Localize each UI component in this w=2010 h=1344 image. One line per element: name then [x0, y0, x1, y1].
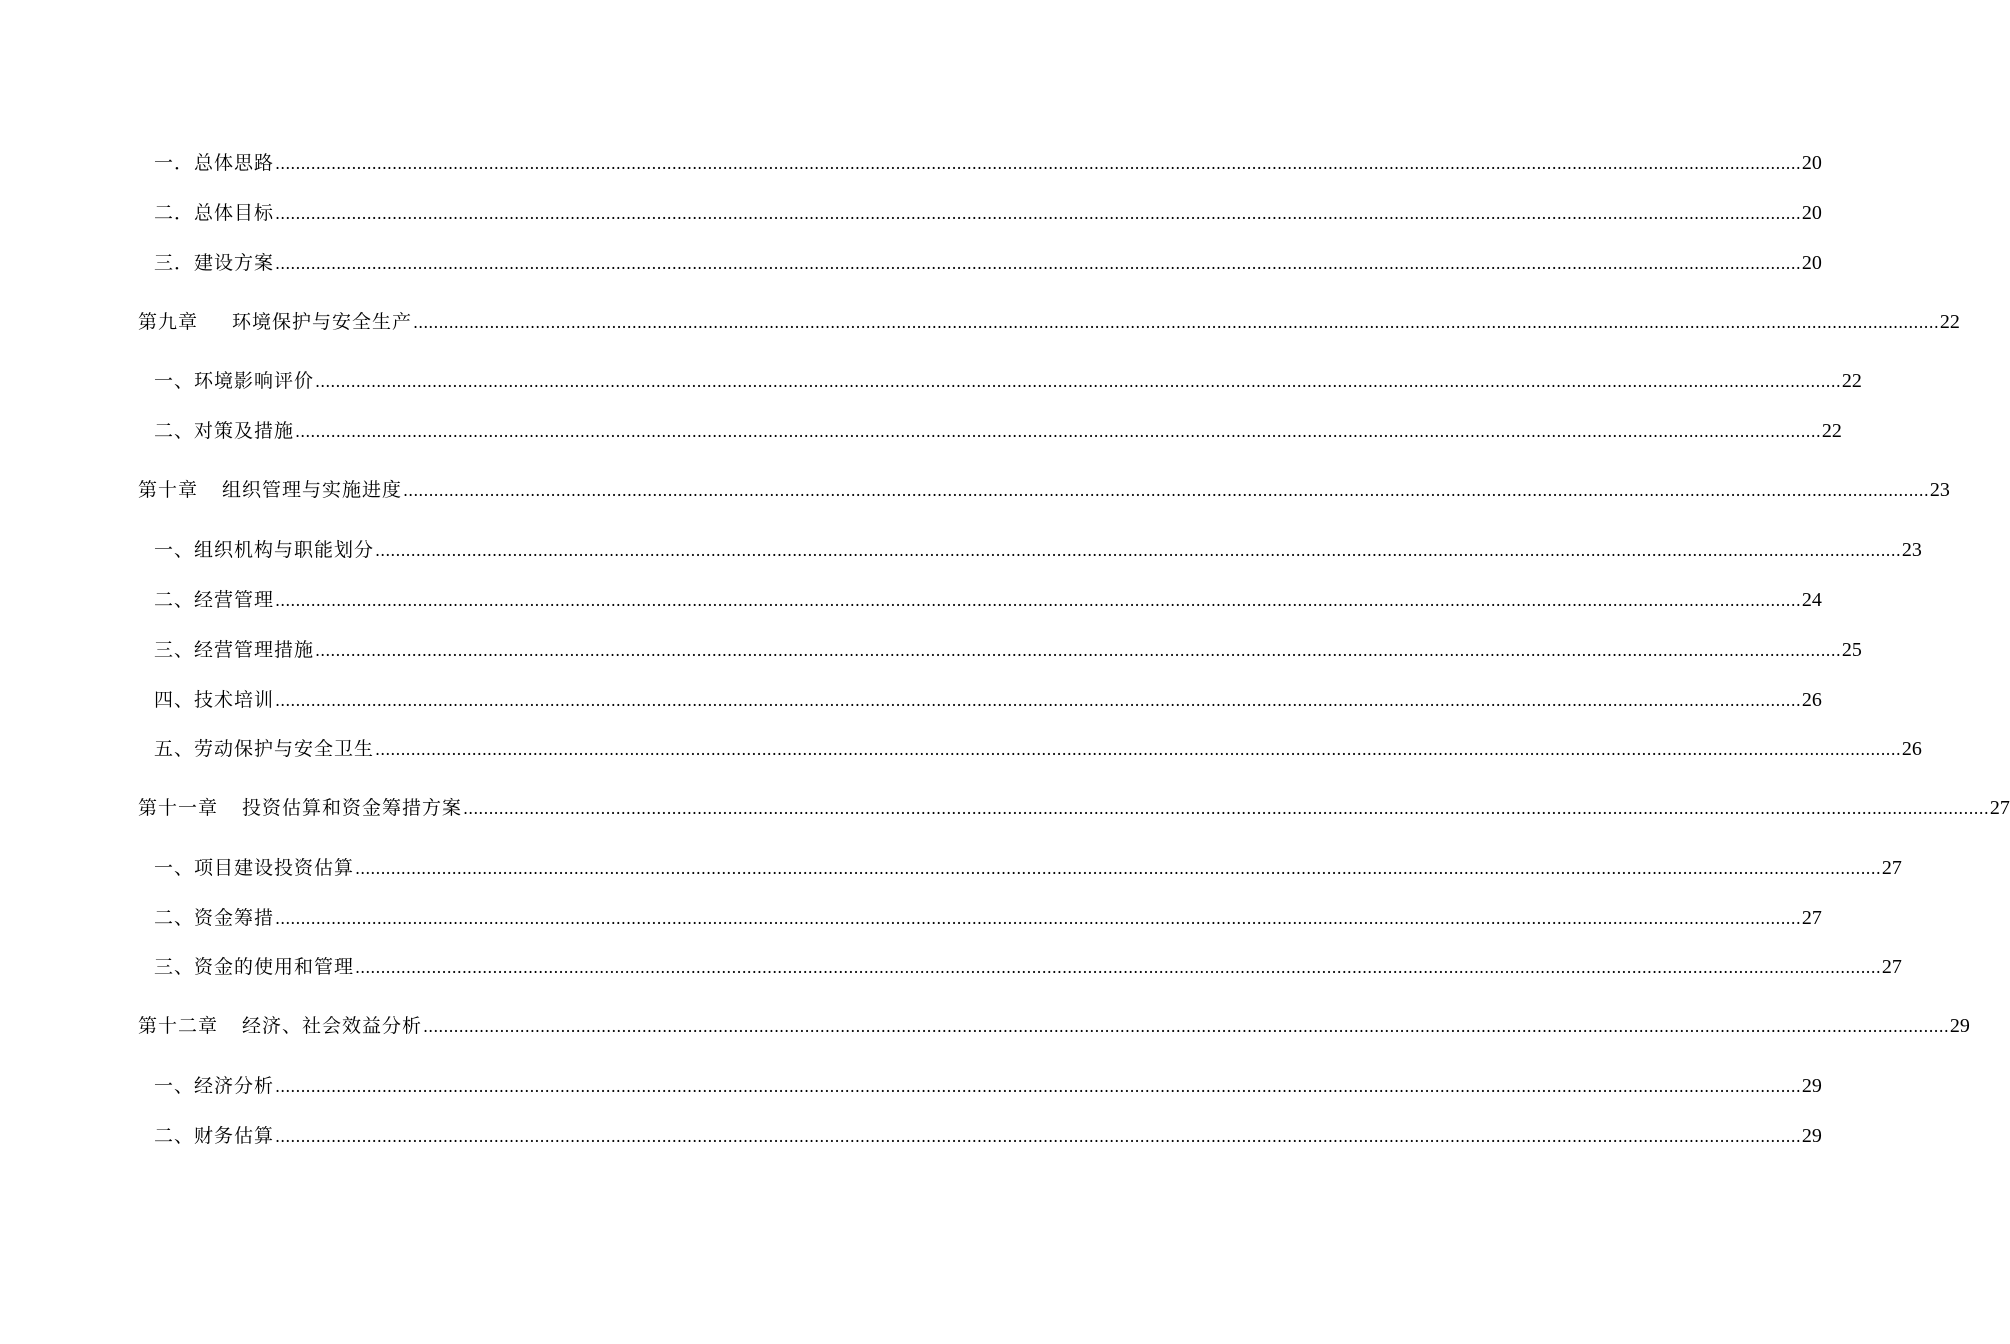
toc-entry-title: 总体目标 — [194, 202, 275, 224]
toc-entry[interactable] — [154, 955, 1902, 979]
toc-entry[interactable] — [154, 856, 1902, 880]
toc-entry[interactable] — [154, 737, 1922, 761]
toc-entry[interactable] — [154, 538, 1922, 562]
toc-entry[interactable] — [154, 906, 1822, 930]
toc-entry-page: 26 — [1801, 689, 1822, 711]
toc-entry[interactable] — [154, 419, 1842, 443]
toc-entry[interactable] — [154, 369, 1862, 393]
toc-chapter-entry[interactable] — [138, 796, 2010, 820]
toc-entry[interactable] — [154, 201, 1822, 225]
toc-entry[interactable] — [154, 588, 1822, 612]
toc-entry-title: 项目建设投资估算 — [194, 857, 355, 879]
toc-entry-title: 环境影响评价 — [194, 370, 315, 392]
toc-chapter-number: 第九章 — [138, 311, 199, 333]
toc-entry-number: 二、 — [154, 420, 195, 442]
toc-entry-page: 22 — [1821, 420, 1842, 442]
toc-chapter-title: 环境保护与安全生产 — [232, 311, 413, 333]
toc-entry-page: 20 — [1801, 202, 1822, 224]
dot-leader: ............................................................................................................................................................................................................................................................................................................ — [375, 740, 1901, 759]
toc-entry-title: 总体思路 — [194, 152, 275, 174]
dot-leader: ............................................................................................................................................................................................................................................................................................................ — [315, 641, 1841, 660]
dot-leader: ............................................................................................................................................................................................................................................................................................................ — [403, 481, 1929, 500]
toc-entry-title: 建设方案 — [194, 252, 275, 274]
toc-entry-number: 二、 — [154, 1125, 195, 1147]
toc-entry[interactable] — [154, 1074, 1822, 1098]
toc-entry-title: 劳动保护与安全卫生 — [194, 738, 375, 760]
toc-entry-page: 29 — [1801, 1125, 1822, 1147]
dot-leader: ............................................................................................................................................................................................................................................................................................................ — [315, 372, 1841, 391]
toc-entry-title: 资金筹措 — [194, 907, 275, 929]
toc-entry-page: 27 — [1801, 907, 1822, 929]
toc-entry-title: 经营管理措施 — [194, 639, 315, 661]
toc-entry-number: 三、 — [154, 956, 195, 978]
toc-entry[interactable] — [154, 638, 1862, 662]
toc-chapter-entry[interactable] — [138, 1014, 1970, 1038]
dot-leader: ............................................................................................................................................................................................................................................................................................................ — [413, 313, 1939, 332]
dot-leader: ............................................................................................................................................................................................................................................................................................................ — [275, 1077, 1801, 1096]
toc-entry-title: 经营管理 — [194, 589, 275, 611]
dot-leader: ............................................................................................................................................................................................................................................................................................................ — [423, 1017, 1949, 1036]
toc-chapter-entry[interactable] — [138, 310, 1960, 334]
toc-entry[interactable] — [154, 151, 1822, 175]
toc-chapter-title: 组织管理与实施进度 — [222, 479, 403, 501]
toc-entry-title: 技术培训 — [194, 689, 275, 711]
toc-entry-number: 一、 — [154, 857, 195, 879]
toc-entry-title: 经济分析 — [194, 1075, 275, 1097]
toc-entry-number: 二、 — [154, 589, 195, 611]
toc-entry-page: 23 — [1929, 479, 1950, 501]
toc-entry-number: 一、 — [154, 370, 195, 392]
toc-entry-page: 27 — [1881, 956, 1902, 978]
toc-entry-page: 22 — [1841, 370, 1862, 392]
toc-entry-number: 一、 — [154, 539, 195, 561]
toc-entry-page: 20 — [1801, 252, 1822, 274]
toc-entry-title: 财务估算 — [194, 1125, 275, 1147]
toc-entry-page: 23 — [1901, 539, 1922, 561]
dot-leader: ............................................................................................................................................................................................................................................................................................................ — [275, 1127, 1801, 1146]
toc-entry-number: 一、 — [154, 1075, 195, 1097]
toc-entry-page: 29 — [1801, 1075, 1822, 1097]
toc-entry[interactable] — [154, 251, 1822, 275]
toc-entry-title: 组织机构与职能划分 — [194, 539, 375, 561]
toc-entry-page: 22 — [1939, 311, 1960, 333]
dot-leader: ............................................................................................................................................................................................................................................................................................................ — [275, 909, 1801, 928]
toc-chapter-title: 投资估算和资金筹措方案 — [242, 797, 463, 819]
toc-entry-number: 四、 — [154, 689, 195, 711]
toc-entry-number: 二、 — [154, 907, 195, 929]
toc-entry-number: 二． — [154, 202, 195, 224]
dot-leader: ............................................................................................................................................................................................................................................................................................................ — [275, 591, 1801, 610]
toc-entry-number: 五、 — [154, 738, 195, 760]
dot-leader: ............................................................................................................................................................................................................................................................................................................ — [295, 422, 1821, 441]
toc-entry-page: 25 — [1841, 639, 1862, 661]
dot-leader: ............................................................................................................................................................................................................................................................................................................ — [355, 958, 1881, 977]
dot-leader: ............................................................................................................................................................................................................................................................................................................ — [355, 859, 1881, 878]
toc-chapter-number: 第十章 — [138, 479, 199, 501]
toc-entry[interactable] — [154, 688, 1822, 712]
toc-chapter-number: 第十一章 — [138, 797, 219, 819]
toc-entry-page: 26 — [1901, 738, 1922, 760]
toc-chapter-number: 第十二章 — [138, 1015, 219, 1037]
toc-entry-number: 三． — [154, 252, 195, 274]
toc-chapter-entry[interactable] — [138, 478, 1950, 502]
dot-leader: ............................................................................................................................................................................................................................................................................................................ — [275, 204, 1801, 223]
toc-entry-page: 20 — [1801, 152, 1822, 174]
dot-leader: ............................................................................................................................................................................................................................................................................................................ — [275, 254, 1801, 273]
toc-entry-page: 24 — [1801, 589, 1822, 611]
toc-entry[interactable] — [154, 1124, 1822, 1148]
toc-entry-number: 三、 — [154, 639, 195, 661]
dot-leader: ............................................................................................................................................................................................................................................................................................................ — [275, 691, 1801, 710]
toc-entry-page: 27 — [1989, 797, 2010, 819]
toc-entry-title: 对策及措施 — [194, 420, 295, 442]
toc-entry-page: 29 — [1949, 1015, 1970, 1037]
toc-chapter-title: 经济、社会效益分析 — [242, 1015, 423, 1037]
dot-leader: ............................................................................................................................................................................................................................................................................................................ — [375, 541, 1901, 560]
toc-entry-title: 资金的使用和管理 — [194, 956, 355, 978]
dot-leader: ............................................................................................................................................................................................................................................................................................................ — [463, 799, 1989, 818]
dot-leader: ............................................................................................................................................................................................................................................................................................................ — [275, 154, 1801, 173]
toc-entry-number: 一． — [154, 152, 195, 174]
toc-entry-page: 27 — [1881, 857, 1902, 879]
